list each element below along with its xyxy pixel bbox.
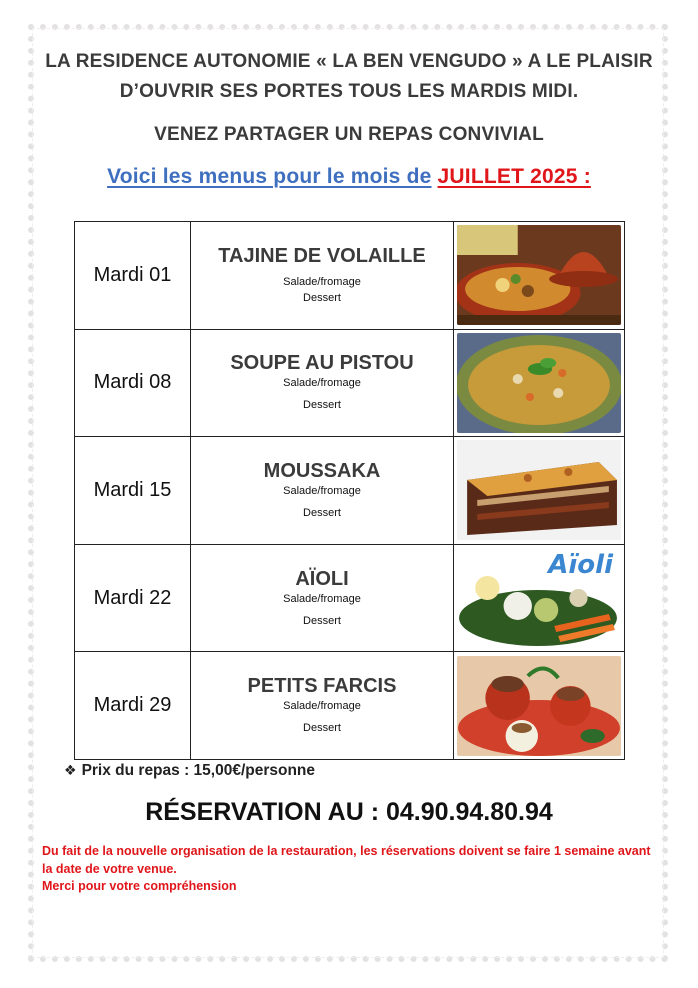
menu-date: Mardi 15: [75, 437, 191, 545]
month-heading: [40, 163, 658, 191]
dish-dessert: Dessert: [303, 614, 341, 627]
dish-name: PETITS FARCIS: [247, 675, 397, 698]
menu-date: Mardi 01: [75, 222, 191, 330]
invitation-heading: VENEZ PARTAGER UN REPAS CONVIVIAL: [154, 124, 544, 145]
menu-row: [75, 222, 625, 330]
dish-name: MOUSSAKA: [263, 459, 381, 482]
menu-photo-cell: [454, 544, 625, 652]
menu-row: [75, 329, 625, 437]
dish-side: Salade/fromage: [283, 592, 361, 605]
dish-dessert: Dessert: [303, 722, 341, 735]
menu-row: [75, 544, 625, 652]
price-text: Prix du repas : 15,00€/personne: [81, 762, 316, 779]
menu-dish-cell: [191, 544, 454, 652]
menu-date: Mardi 29: [75, 652, 191, 760]
residence-heading: LA RESIDENCE AUTONOMIE « LA BEN VENGUDO » A LE PLAISIR D’OUVRIR SES PORTES TOUS LES MARDIS MIDI.: [45, 51, 653, 102]
menu-date: Mardi 08: [75, 329, 191, 437]
diamond-bullet-icon: ❖: [64, 762, 77, 778]
menu-dish-cell: [191, 652, 454, 760]
month-heading-prefix: Voici les menus pour le mois de: [107, 165, 432, 188]
menu-row: [75, 652, 625, 760]
price-line: [64, 762, 315, 780]
dish-name: AÏOLI: [295, 567, 349, 590]
dish-side: Salade/fromage: [283, 377, 361, 390]
menu-photo-cell: [454, 652, 625, 760]
menu-photo-cell: [454, 222, 625, 330]
dish-side: Salade/fromage: [283, 275, 361, 288]
aioli-photo-caption: Aïoli: [548, 550, 613, 581]
dish-side: Salade/fromage: [283, 484, 361, 497]
dish-side: Salade/fromage: [283, 700, 361, 713]
farcis-photo: [457, 656, 621, 756]
reservation-notice: [42, 843, 658, 896]
dish-name: SOUPE AU PISTOU: [230, 352, 414, 375]
moussaka-photo: [457, 440, 621, 540]
menu-table: [74, 221, 625, 760]
menu-dish-cell: [191, 437, 454, 545]
tajine-photo: [457, 225, 621, 325]
menu-date: Mardi 22: [75, 544, 191, 652]
dish-name: TAJINE DE VOLAILLE: [218, 244, 426, 267]
menu-photo-cell: [454, 329, 625, 437]
dish-dessert: Dessert: [303, 399, 341, 412]
dish-dessert: Dessert: [303, 506, 341, 519]
reservation-phone: RÉSERVATION AU : 04.90.94.80.94: [145, 798, 553, 826]
menu-photo-cell: [454, 437, 625, 545]
menu-dish-cell: [191, 222, 454, 330]
notice-line: Du fait de la nouvelle organisation de la restauration, les réservations doivent se faire 1 semaine avant la date de votre venue.: [42, 844, 651, 876]
month-heading-month: JUILLET 2025 :: [437, 165, 591, 188]
dish-dessert: Dessert: [303, 291, 341, 304]
menu-dish-cell: [191, 329, 454, 437]
soup-photo: [457, 333, 621, 433]
menu-row: [75, 437, 625, 545]
notice-line: Merci pour votre compréhension: [42, 879, 237, 893]
aioli-photo: [457, 548, 621, 648]
